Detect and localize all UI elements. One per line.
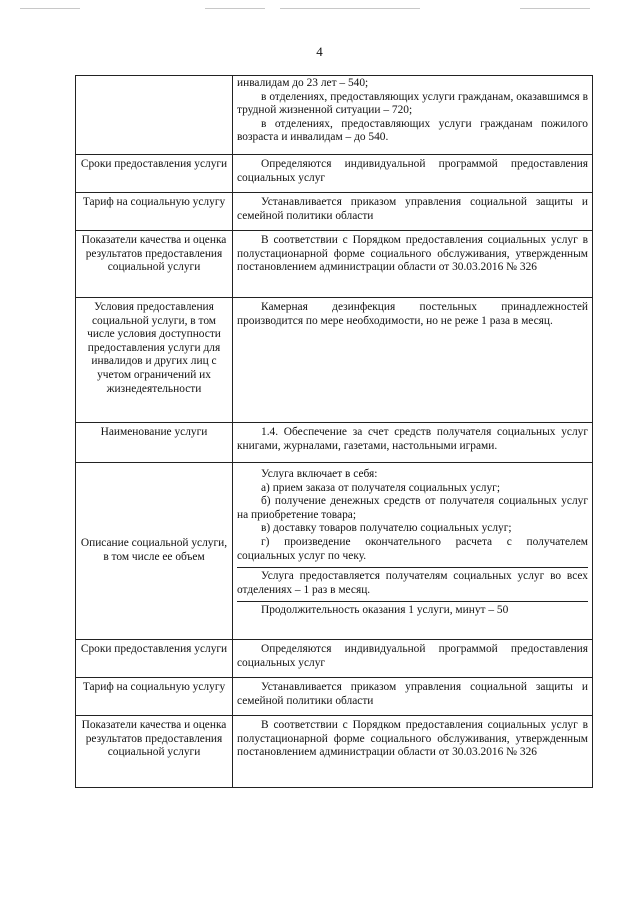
scan-edge-mark [520,8,590,9]
paragraph: а) прием заказа от получателя социальных услуг; [261,481,500,494]
table-row [76,298,593,423]
row-value [233,640,593,678]
table-row [76,423,593,463]
table-row [76,155,593,193]
paragraph: Устанавливается приказом управления социальной защиты и семейной политики области [237,196,588,222]
table-row [76,640,593,678]
row-label: Показатели качества и оценка результатов предоставления социальной услуги [76,716,233,788]
row-label: Показатели качества и оценка результатов предоставления социальной услуги [76,231,233,298]
table-row [76,193,593,231]
volume-block [237,568,588,602]
paragraph: Определяются индивидуальной программой предоставления социальных услуг [237,158,588,184]
paragraph: в отделениях, предоставляющих услуги гражданам, оказавшимся в трудной жизненной ситуации – 720; [237,90,588,117]
scan-edge-mark [280,8,420,9]
scan-edge-mark [205,8,265,9]
page-number: 4 [316,44,323,59]
paragraph: в отделениях, предоставляющих услуги гражданам пожилого возраста и инвалидам – до 540. [237,117,588,144]
paragraph: г) произведение окончательного расчета с получателем социальных услуг по чеку. [237,535,588,562]
row-label: Тариф на социальную услугу [76,193,233,231]
table-row [76,76,593,155]
row-label: Сроки предоставления услуги [76,155,233,193]
description-block [237,466,588,568]
row-value [233,678,593,716]
row-value [233,193,593,231]
table-row [76,463,593,640]
paragraph: Продолжительность оказания 1 услуги, минут – 50 [261,604,509,617]
paragraph: В соответствии с Порядком предоставления социальных услуг в полустационарной форме социального обслуживания, утвержденным постановлением администрации области от 30.03.2016 № 326 [237,719,588,759]
row-label: Сроки предоставления услуги [76,640,233,678]
paragraph: инвалидам до 23 лет – 540; [237,77,369,89]
row-value [233,423,593,463]
duration-block [237,602,588,622]
row-value [233,155,593,193]
row-value [233,298,593,423]
service-table [75,75,593,788]
paragraph: Услуга предоставляется получателям социальных услуг во всех отделениях – 1 раз в месяц. [237,570,588,596]
row-value [233,463,593,640]
paragraph: в) доставку товаров получателю социальных услуг; [261,522,512,535]
row-label: Условия предоставления социальной услуги, в том числе условия доступности предоставления услуги для инвалидов и других лиц с учетом ограничений их жизнедеятельности [76,298,233,423]
row-label: Описание социальной услуги, в том числе ее объем [76,463,233,640]
scan-edge-mark [20,8,80,9]
row-value [233,231,593,298]
paragraph: Определяются индивидуальной программой предоставления социальных услуг [237,643,588,669]
paragraph: б) получение денежных средств от получателя социальных услуг на приобретение товара; [237,495,588,521]
table-row [76,678,593,716]
row-value [233,716,593,788]
paragraph: Устанавливается приказом управления социальной защиты и семейной политики области [237,681,588,707]
row-label: Наименование услуги [76,423,233,463]
paragraph: Камерная дезинфекция постельных принадлежностей производится по мере необходимости, но не реже 1 раза в месяц. [237,301,588,327]
table-row [76,716,593,788]
row-label [76,76,233,155]
row-value [233,76,593,155]
paragraph: В соответствии с Порядком предоставления социальных услуг в полустационарной форме социального обслуживания, утвержденным постановлением администрации области от 30.03.2016 № 326 [237,234,588,274]
paragraph: 1.4. Обеспечение за счет средств получателя социальных услуг книгами, журналами, газетами, настольными играми. [237,426,588,452]
row-label: Тариф на социальную услугу [76,678,233,716]
table-row [76,231,593,298]
paragraph: Услуга включает в себя: [261,468,378,480]
